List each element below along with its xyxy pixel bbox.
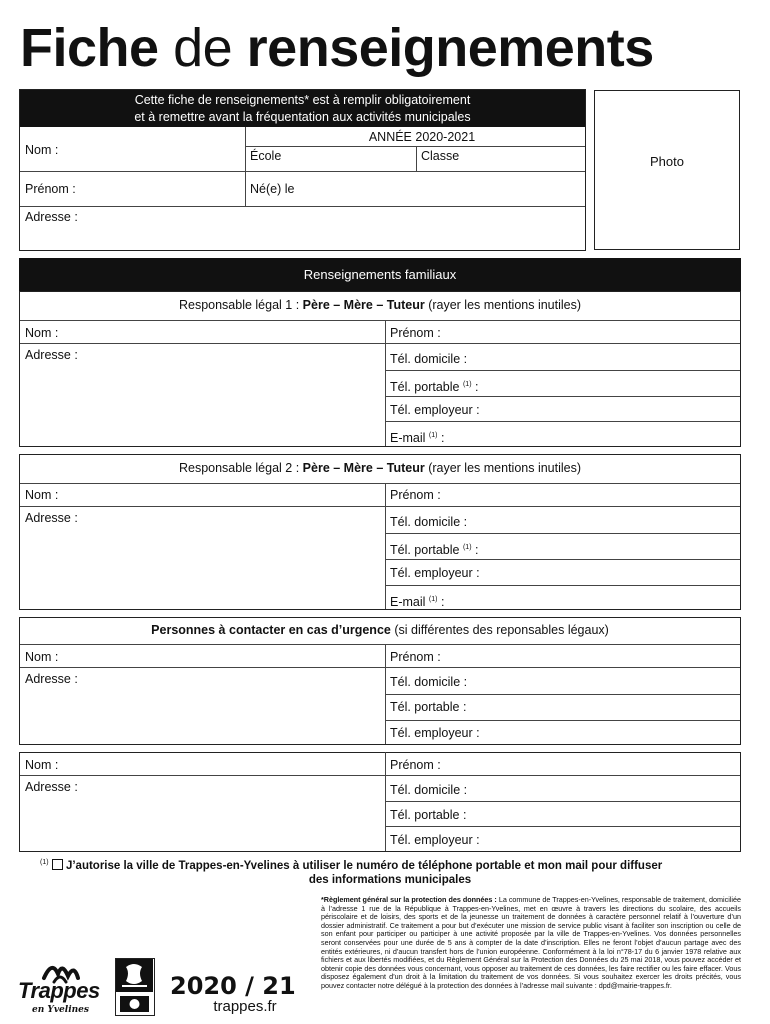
divider — [20, 206, 585, 207]
divider — [385, 694, 740, 695]
footer-year: 2020 / 21 — [170, 972, 296, 1000]
guardian-1-name-field[interactable]: Nom : — [25, 326, 59, 340]
guardian-1-home-phone-field[interactable]: Tél. domicile : — [390, 352, 468, 366]
divider — [20, 775, 740, 776]
divider — [20, 667, 740, 668]
photo-label: Photo — [650, 154, 684, 169]
gdpr-text: La commune de Trappes-en-Yvelines, responsable de traitement, domiciliée à l’adresse 1 rue de la République à Trappes-en-Yvelines, met en œuvre à travers les directions du scolaire, des accueils périscolaire et de loisirs, des sports et de la jeunesse un traitement de données à caractère personnel relatif à l’ouverture d’un dossier administratif. Ce traitement a pour but d’exécuter une mission de service public visant à faciliter son inscription ou celle de son enfant pour participer ou participer à une activité proposée par la ville de Trappes-en-Yvelines. Vos données personnelles seront conservées pour une durée de 5 ans à compter de la date d’inscription. Elles ne feront l’objet d’aucun partage avec des entités extérieures, ni d’aucun transfert hors de l’union européenne. Conformément à la loi n°78-17 du 6 janvier 1978 relative aux fichiers et aux libertés modifiées, et du Règlement Général sur la Protection des Données du 25 mai 2018, vous pouvez accéder et obtenir copie des données vous concernant, vous opposer au traitement de ces données, les faire rectifier ou les faire effacer. Vous disposez également d’un droit à la limitation du traitement de vos données. Si vous souhaitez exercer les droits précités, vous pouvez contacter notre délégué à la protection des données à l’adresse mail suivante : dpd@mairie-trappes.fr. — [321, 895, 741, 990]
trappes-logo — [14, 958, 114, 1020]
child-address-field[interactable]: Adresse : — [25, 210, 78, 224]
emergency-1-home-phone-field[interactable]: Tél. domicile : — [390, 675, 468, 689]
guardian-2-home-phone-field[interactable]: Tél. domicile : — [390, 515, 468, 529]
emergency-1-mobile-field[interactable]: Tél. portable : — [390, 700, 467, 714]
divider — [385, 585, 740, 586]
guardian-1-firstname-field[interactable]: Prénom : — [390, 326, 441, 340]
guardian-2-mobile-field[interactable]: Tél. portable $^{(1)}$ : — [390, 543, 479, 558]
divider — [20, 343, 740, 344]
guardian-2-address-field[interactable]: Adresse : — [25, 511, 78, 525]
consent-marker: (1) — [40, 859, 49, 866]
partner-logos — [115, 958, 155, 1016]
divider — [385, 533, 740, 534]
divider — [385, 483, 386, 609]
emergency-2-firstname-field[interactable]: Prénom : — [390, 758, 441, 772]
divider — [385, 421, 740, 422]
divider — [385, 559, 740, 560]
child-name-field[interactable]: Nom : — [25, 143, 59, 157]
emergency-2-work-phone-field[interactable]: Tél. employeur : — [390, 833, 480, 847]
emergency-2-name-field[interactable]: Nom : — [25, 758, 59, 772]
gdpr-notice — [321, 896, 741, 991]
divider — [20, 171, 585, 172]
notice-line-1: Cette fiche de renseignements* est à remplir obligatoirement — [134, 93, 471, 107]
notice-line-2: et à remettre avant la fréquentation aux activités municipales — [134, 110, 471, 124]
emergency-1-work-phone-field[interactable]: Tél. employeur : — [390, 726, 480, 740]
emergency-1-address-field[interactable]: Adresse : — [25, 672, 78, 686]
footer-website: trappes.fr — [213, 998, 277, 1015]
school-year: ANNÉE 2020-2021 — [368, 130, 476, 144]
consent-text-2: des informations municipales — [308, 873, 472, 886]
title-bold-2: renseignements — [246, 18, 654, 78]
guardian-2-work-phone-field[interactable]: Tél. employeur : — [390, 566, 480, 580]
divider — [245, 146, 585, 147]
guardian-2-box — [19, 454, 741, 610]
consent-text-1: J’autorise la ville de Trappes-en-Yvelines à utiliser le numéro de téléphone portable et mon mail pour diffuser — [65, 859, 663, 872]
child-firstname-field[interactable]: Prénom : — [25, 182, 76, 196]
guardian-2-email-field[interactable]: E-mail $^{(1)}$ : — [390, 595, 445, 610]
logo-wordmark: Trappes — [18, 978, 100, 1003]
guardian-1-box — [19, 291, 741, 447]
guardian-2-name-field[interactable]: Nom : — [25, 488, 59, 502]
divider — [20, 644, 740, 645]
divider — [20, 506, 740, 507]
title-bold-1: Fiche — [20, 18, 159, 78]
birthdate-field[interactable]: Né(e) le — [250, 182, 295, 196]
emergency-1-name-field[interactable]: Nom : — [25, 650, 59, 664]
guardian-1-mobile-field[interactable]: Tél. portable $^{(1)}$ : — [390, 380, 479, 395]
divider — [385, 370, 740, 371]
gdpr-title: *Règlement général sur la protection des données : — [321, 895, 497, 904]
guardian-1-email-field[interactable]: E-mail $^{(1)}$ : — [390, 431, 445, 446]
guardian-1-address-field[interactable]: Adresse : — [25, 348, 78, 362]
divider — [245, 127, 246, 207]
guardian-2-firstname-field[interactable]: Prénom : — [390, 488, 441, 502]
republic-caf-logo-icon — [116, 959, 153, 1014]
consent-checkbox[interactable] — [52, 859, 63, 870]
emergency-contact-2-box — [19, 752, 741, 852]
emergency-1-firstname-field[interactable]: Prénom : — [390, 650, 441, 664]
emergency-2-address-field[interactable]: Adresse : — [25, 780, 78, 794]
school-field[interactable]: École — [250, 149, 282, 163]
photo-box[interactable] — [594, 90, 740, 250]
guardian-1-heading: Responsable légal 1 : Père – Mère – Tuteur (rayer les mentions inutiles) — [178, 298, 582, 312]
divider — [20, 483, 740, 484]
divider — [385, 720, 740, 721]
emergency-heading: Personnes à contacter en cas d’urgence (si différentes des reponsables légaux) — [151, 623, 609, 637]
family-section-bar — [19, 258, 741, 291]
page-title — [20, 18, 760, 78]
divider — [385, 396, 740, 397]
class-field[interactable]: Classe — [421, 149, 460, 163]
divider — [20, 320, 740, 321]
title-light: de — [173, 18, 233, 78]
emergency-2-mobile-field[interactable]: Tél. portable : — [390, 808, 467, 822]
logo-tagline: en Yvelines — [32, 1005, 89, 1015]
divider — [385, 801, 740, 802]
notice-bar — [20, 90, 585, 127]
consent-block — [40, 856, 740, 887]
guardian-1-work-phone-field[interactable]: Tél. employeur : — [390, 403, 480, 417]
emergency-2-home-phone-field[interactable]: Tél. domicile : — [390, 783, 468, 797]
divider — [385, 826, 740, 827]
guardian-2-heading: Responsable légal 2 : Père – Mère – Tuteur (rayer les mentions inutiles) — [178, 461, 582, 475]
divider — [416, 146, 417, 171]
divider — [385, 320, 386, 446]
family-section-title: Renseignements familiaux — [303, 267, 457, 282]
